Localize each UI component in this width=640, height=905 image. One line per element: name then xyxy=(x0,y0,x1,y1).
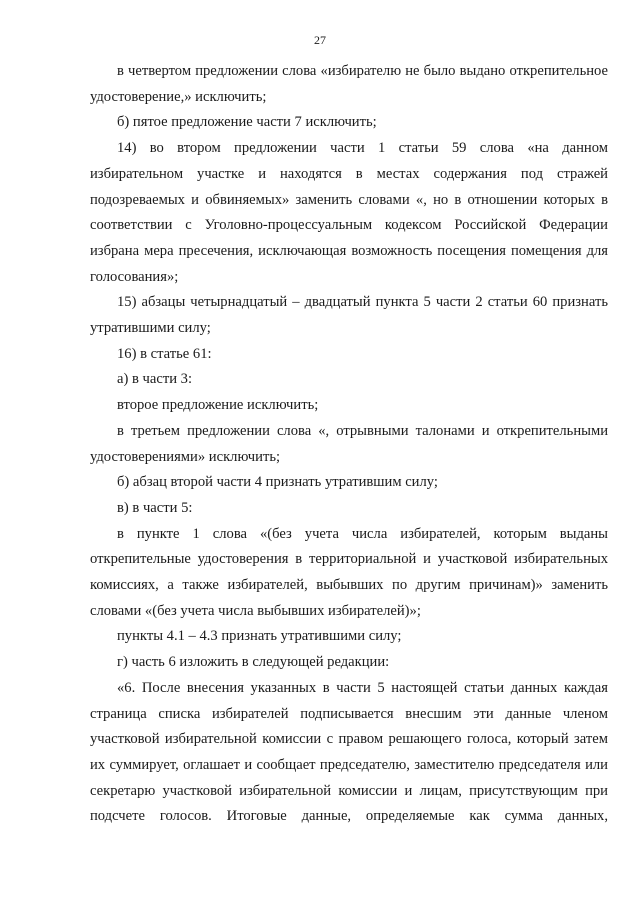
paragraph-continued: «6. После внесения указанных в части 5 настоящей статьи данных каждая страница списка избирателей подписывается внесшим эти данные членом участковой избирательной комиссии с правом решающего голоса, который затем их суммирует, оглашает и сообщает председателю, заместителю председателя или секретарю участковой избирательной комиссии и лицам, присутствующим при подсчете голосов. Итоговые данные, определяемые как сумма данных, xyxy=(90,679,608,825)
paragraph: г) часть 6 изложить в следующей редакции: xyxy=(117,654,390,671)
paragraph: в) в части 5: xyxy=(117,499,193,516)
document-body xyxy=(90,59,608,830)
paragraph: в пункте 1 слова «(без учета числа избирателей, которым выданы открепительные удостоверения в территориальной и участковой избирательных комиссиях, а также избирателей, выбывших по другим причинам)» заменить словами «(без учета числа выбывших избирателей)»; xyxy=(90,525,608,619)
page-number: 27 xyxy=(314,33,326,47)
paragraph: 16) в статье 61: xyxy=(117,345,212,362)
paragraph: второе предложение исключить; xyxy=(117,397,319,414)
paragraph: б) абзац второй части 4 признать утратившим силу; xyxy=(117,474,438,491)
paragraph: б) пятое предложение части 7 исключить; xyxy=(117,114,377,131)
paragraph: а) в части 3: xyxy=(117,371,193,388)
paragraph: в третьем предложении слова «, отрывными талонами и открепительными удостоверениями» исключить; xyxy=(90,422,608,465)
paragraph: пункты 4.1 – 4.3 признать утратившими силу; xyxy=(117,628,402,645)
paragraph: 15) абзацы четырнадцатый – двадцатый пункта 5 части 2 статьи 60 признать утратившими силу; xyxy=(90,294,608,337)
paragraph: в четвертом предложении слова «избирателю не было выдано открепительное удостоверение,» исключить; xyxy=(90,63,608,105)
paragraph: 14) во втором предложении части 1 статьи 59 слова «на данном избирательном участке и находятся в местах содержания под стражей подозреваемых и обвиняемых» заменить словами «, но в отношении которых в соответствии с Уголовно-процессуальным кодексом Российской Федерации избрана мера пресечения, исключающая возможность посещения помещения для голосования»; xyxy=(90,140,608,285)
